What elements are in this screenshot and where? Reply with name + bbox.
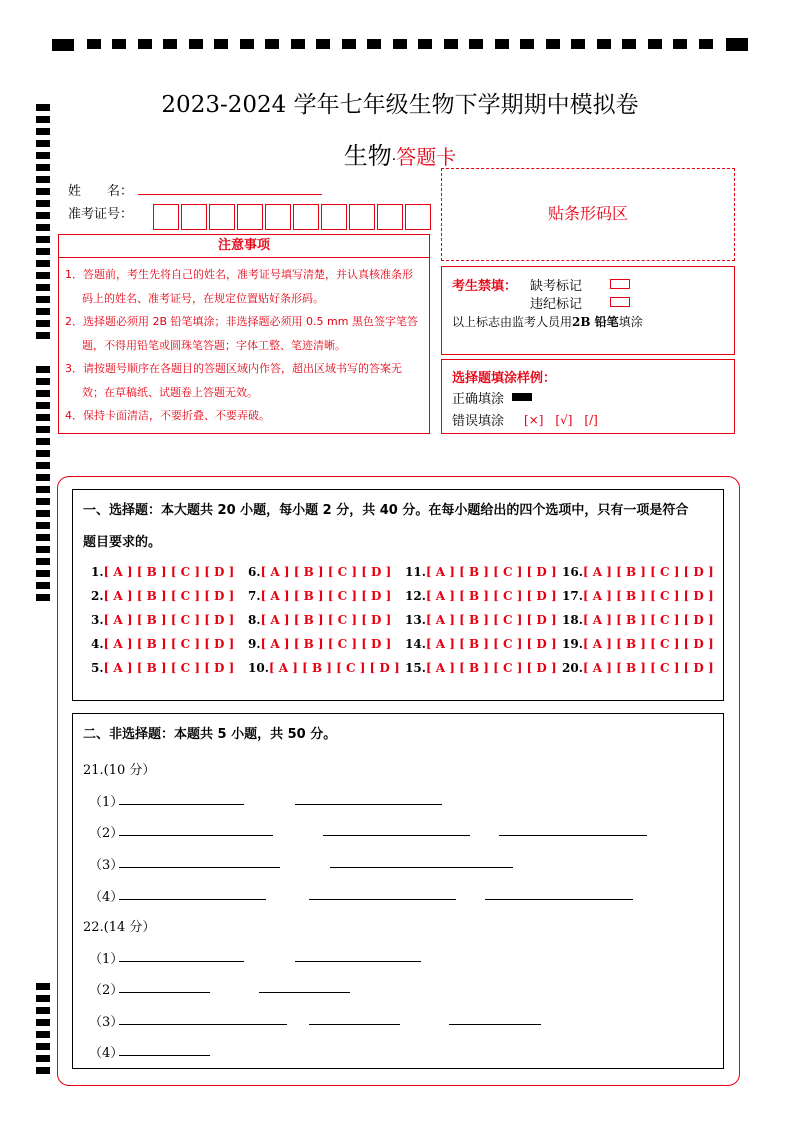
id-digit-box[interactable]: [265, 204, 291, 230]
fill-sample-box: [441, 359, 735, 434]
answer-line[interactable]: [119, 961, 244, 962]
answer-line[interactable]: [119, 867, 280, 868]
proctor-note: 以上标志由监考人员用2B 铅笔填涂: [452, 315, 643, 329]
choice-question[interactable]: [405, 613, 557, 627]
question-number: 3.: [91, 613, 104, 627]
answer-options[interactable]: [ A ] [ B ] [ C ] [ D ]: [582, 661, 714, 675]
answer-options[interactable]: [ A ] [ B ] [ C ] [ D ]: [425, 661, 557, 675]
subject-label: 生物: [343, 142, 392, 170]
choice-question[interactable]: [562, 661, 714, 675]
question-number: 16.: [562, 565, 583, 579]
answer-line[interactable]: [499, 835, 647, 836]
answer-line[interactable]: [295, 804, 442, 805]
id-digit-box[interactable]: [209, 204, 235, 230]
answer-options[interactable]: [ A ] [ B ] [ C ] [ D ]: [103, 565, 235, 579]
notice-heading: 注意事项: [59, 235, 429, 258]
id-digit-box[interactable]: [293, 204, 319, 230]
answer-options[interactable]: [ A ] [ B ] [ C ] [ D ]: [582, 589, 714, 603]
question-number: 6.: [248, 565, 261, 579]
choice-question[interactable]: [562, 565, 714, 579]
free-response-section: [72, 713, 724, 1069]
question-number: 8.: [248, 613, 261, 627]
choice-question[interactable]: [248, 589, 391, 603]
answer-line[interactable]: [309, 899, 456, 900]
id-number-boxes[interactable]: [153, 204, 433, 230]
answer-options[interactable]: [ A ] [ B ] [ C ] [ D ]: [582, 565, 714, 579]
violation-label: 违纪标记: [530, 297, 583, 312]
answer-options[interactable]: [ A ] [ B ] [ C ] [ D ]: [103, 613, 235, 627]
section1-title-cont: 题目要求的。: [83, 535, 162, 550]
answer-line[interactable]: [309, 1024, 400, 1025]
notice-item: 3．请按题号顺序在各题目的答题区域内作答，超出区域书写的答案无效；在草稿纸、试题卷上答题无效。: [65, 362, 402, 399]
answer-options[interactable]: [ A ] [ B ] [ C ] [ D ]: [260, 613, 392, 627]
choice-question[interactable]: [405, 589, 557, 603]
question-number: 7.: [248, 589, 261, 603]
id-digit-box[interactable]: [153, 204, 179, 230]
question-number: 9.: [248, 637, 261, 651]
answer-options[interactable]: [ A ] [ B ] [ C ] [ D ]: [425, 589, 557, 603]
choice-question[interactable]: [562, 589, 714, 603]
question-number: 13.: [405, 613, 426, 627]
question-number: 15.: [405, 661, 426, 675]
choice-question[interactable]: [562, 637, 714, 651]
choice-question[interactable]: [91, 661, 234, 675]
name-label: 姓 名：: [68, 184, 134, 199]
answer-options[interactable]: [ A ] [ B ] [ C ] [ D ]: [103, 637, 235, 651]
answer-line[interactable]: [330, 867, 513, 868]
choice-question[interactable]: [91, 589, 234, 603]
proctor-label: 考生禁填：: [452, 279, 518, 294]
q21-label: 21.(10 分）: [83, 763, 156, 778]
choice-question[interactable]: [91, 637, 234, 651]
id-digit-box[interactable]: [181, 204, 207, 230]
question-number: 11.: [405, 565, 426, 579]
answer-options[interactable]: [ A ] [ B ] [ C ] [ D ]: [103, 661, 235, 675]
name-field[interactable]: [138, 180, 322, 195]
q21-part-label: （2）: [89, 826, 124, 841]
answer-line[interactable]: [119, 899, 266, 900]
q22-label: 22.(14 分）: [83, 920, 156, 935]
choice-question[interactable]: [91, 565, 234, 579]
id-digit-box[interactable]: [377, 204, 403, 230]
question-number: 18.: [562, 613, 583, 627]
notice-item: 2．选择题必须用 2B 铅笔填涂；非选择题必须用 0.5 mm 黑色签字笔答题，不得用铅笔或圆珠笔答题；字体工整、笔迹清晰。: [65, 315, 418, 352]
barcode-area: 贴条形码区: [441, 168, 735, 261]
answer-options[interactable]: [ A ] [ B ] [ C ] [ D ]: [425, 637, 557, 651]
answer-options[interactable]: [ A ] [ B ] [ C ] [ D ]: [268, 661, 400, 675]
notice-box: [58, 234, 430, 434]
id-label: 准考证号：: [68, 207, 134, 222]
choice-question[interactable]: [91, 613, 234, 627]
choice-question[interactable]: [562, 613, 714, 627]
question-number: 19.: [562, 637, 583, 651]
question-number: 2.: [91, 589, 104, 603]
correct-fill-sample: [512, 393, 532, 401]
question-number: 20.: [562, 661, 583, 675]
answer-options[interactable]: [ A ] [ B ] [ C ] [ D ]: [260, 565, 392, 579]
wrong-fill-label: 错误填涂: [452, 414, 505, 429]
q22-part-label: （1）: [89, 952, 124, 967]
q22-part-label: （2）: [89, 983, 124, 998]
choice-question[interactable]: [248, 637, 391, 651]
section2-title: 二、非选择题：本题共 5 小题，共 50 分。: [83, 727, 337, 742]
choice-question[interactable]: [405, 661, 557, 675]
answer-options[interactable]: [ A ] [ B ] [ C ] [ D ]: [582, 637, 714, 651]
q21-part-label: （3）: [89, 858, 124, 873]
subtitle-dot: ·: [391, 152, 397, 168]
q22-part-label: （4）: [89, 1046, 124, 1061]
answer-line[interactable]: [485, 899, 633, 900]
answer-line[interactable]: [295, 961, 421, 962]
answer-line[interactable]: [119, 804, 244, 805]
exam-title: 2023-2024 学年七年级生物下学期期中模拟卷: [161, 92, 639, 118]
multiple-choice-section: [72, 489, 724, 701]
answer-line[interactable]: [119, 835, 273, 836]
choice-question[interactable]: [405, 565, 557, 579]
answer-options[interactable]: [ A ] [ B ] [ C ] [ D ]: [260, 637, 392, 651]
answer-options[interactable]: [ A ] [ B ] [ C ] [ D ]: [425, 613, 557, 627]
sample-label: 选择题填涂样例：: [452, 371, 557, 386]
violation-mark-box[interactable]: [610, 297, 630, 307]
id-digit-box[interactable]: [321, 204, 347, 230]
question-number: 12.: [405, 589, 426, 603]
question-number: 17.: [562, 589, 583, 603]
id-digit-box[interactable]: [237, 204, 263, 230]
choice-question[interactable]: [248, 565, 391, 579]
choice-question[interactable]: [248, 661, 400, 675]
q21-part-label: （1）: [89, 795, 124, 810]
answer-line[interactable]: [119, 992, 210, 993]
notice-item: 1．答题前，考生先将自己的姓名，准考证号填写清楚，并认真核准条形码上的姓名、准考证号，在规定位置贴好条形码。: [65, 268, 413, 305]
q22-part-label: （3）: [89, 1015, 124, 1030]
section1-title: 一、选择题：本大题共 20 小题，每小题 2 分，共 40 分。在每小题给出的四个选项中，只有一项是符合: [83, 503, 689, 518]
question-number: 1.: [91, 565, 104, 579]
q21-part-label: （4）: [89, 890, 124, 905]
id-digit-box[interactable]: [349, 204, 375, 230]
answer-options[interactable]: [ A ] [ B ] [ C ] [ D ]: [425, 565, 557, 579]
choice-question[interactable]: [405, 637, 557, 651]
question-number: 14.: [405, 637, 426, 651]
question-number: 10.: [248, 661, 269, 675]
question-number: 5.: [91, 661, 104, 675]
proctor-marks-box: [441, 266, 735, 355]
answer-options[interactable]: [ A ] [ B ] [ C ] [ D ]: [260, 589, 392, 603]
answer-line[interactable]: [119, 1055, 210, 1056]
card-subtitle: [0, 136, 800, 171]
answer-card-label: 答题卡: [396, 145, 457, 169]
absent-label: 缺考标记: [530, 279, 583, 294]
wrong-fill-samples: [×] [√] [/]: [524, 413, 598, 427]
answer-options[interactable]: [ A ] [ B ] [ C ] [ D ]: [103, 589, 235, 603]
question-number: 4.: [91, 637, 104, 651]
answer-line[interactable]: [449, 1024, 541, 1025]
correct-fill-label: 正确填涂: [452, 392, 505, 407]
answer-options[interactable]: [ A ] [ B ] [ C ] [ D ]: [582, 613, 714, 627]
answer-line[interactable]: [119, 1024, 287, 1025]
answer-line[interactable]: [259, 992, 350, 993]
absent-mark-box[interactable]: [610, 279, 630, 289]
notice-item: 4．保持卡面清洁，不要折叠、不要弄破。: [65, 409, 270, 422]
choice-question[interactable]: [248, 613, 391, 627]
answer-line[interactable]: [323, 835, 470, 836]
id-digit-box[interactable]: [405, 204, 431, 230]
